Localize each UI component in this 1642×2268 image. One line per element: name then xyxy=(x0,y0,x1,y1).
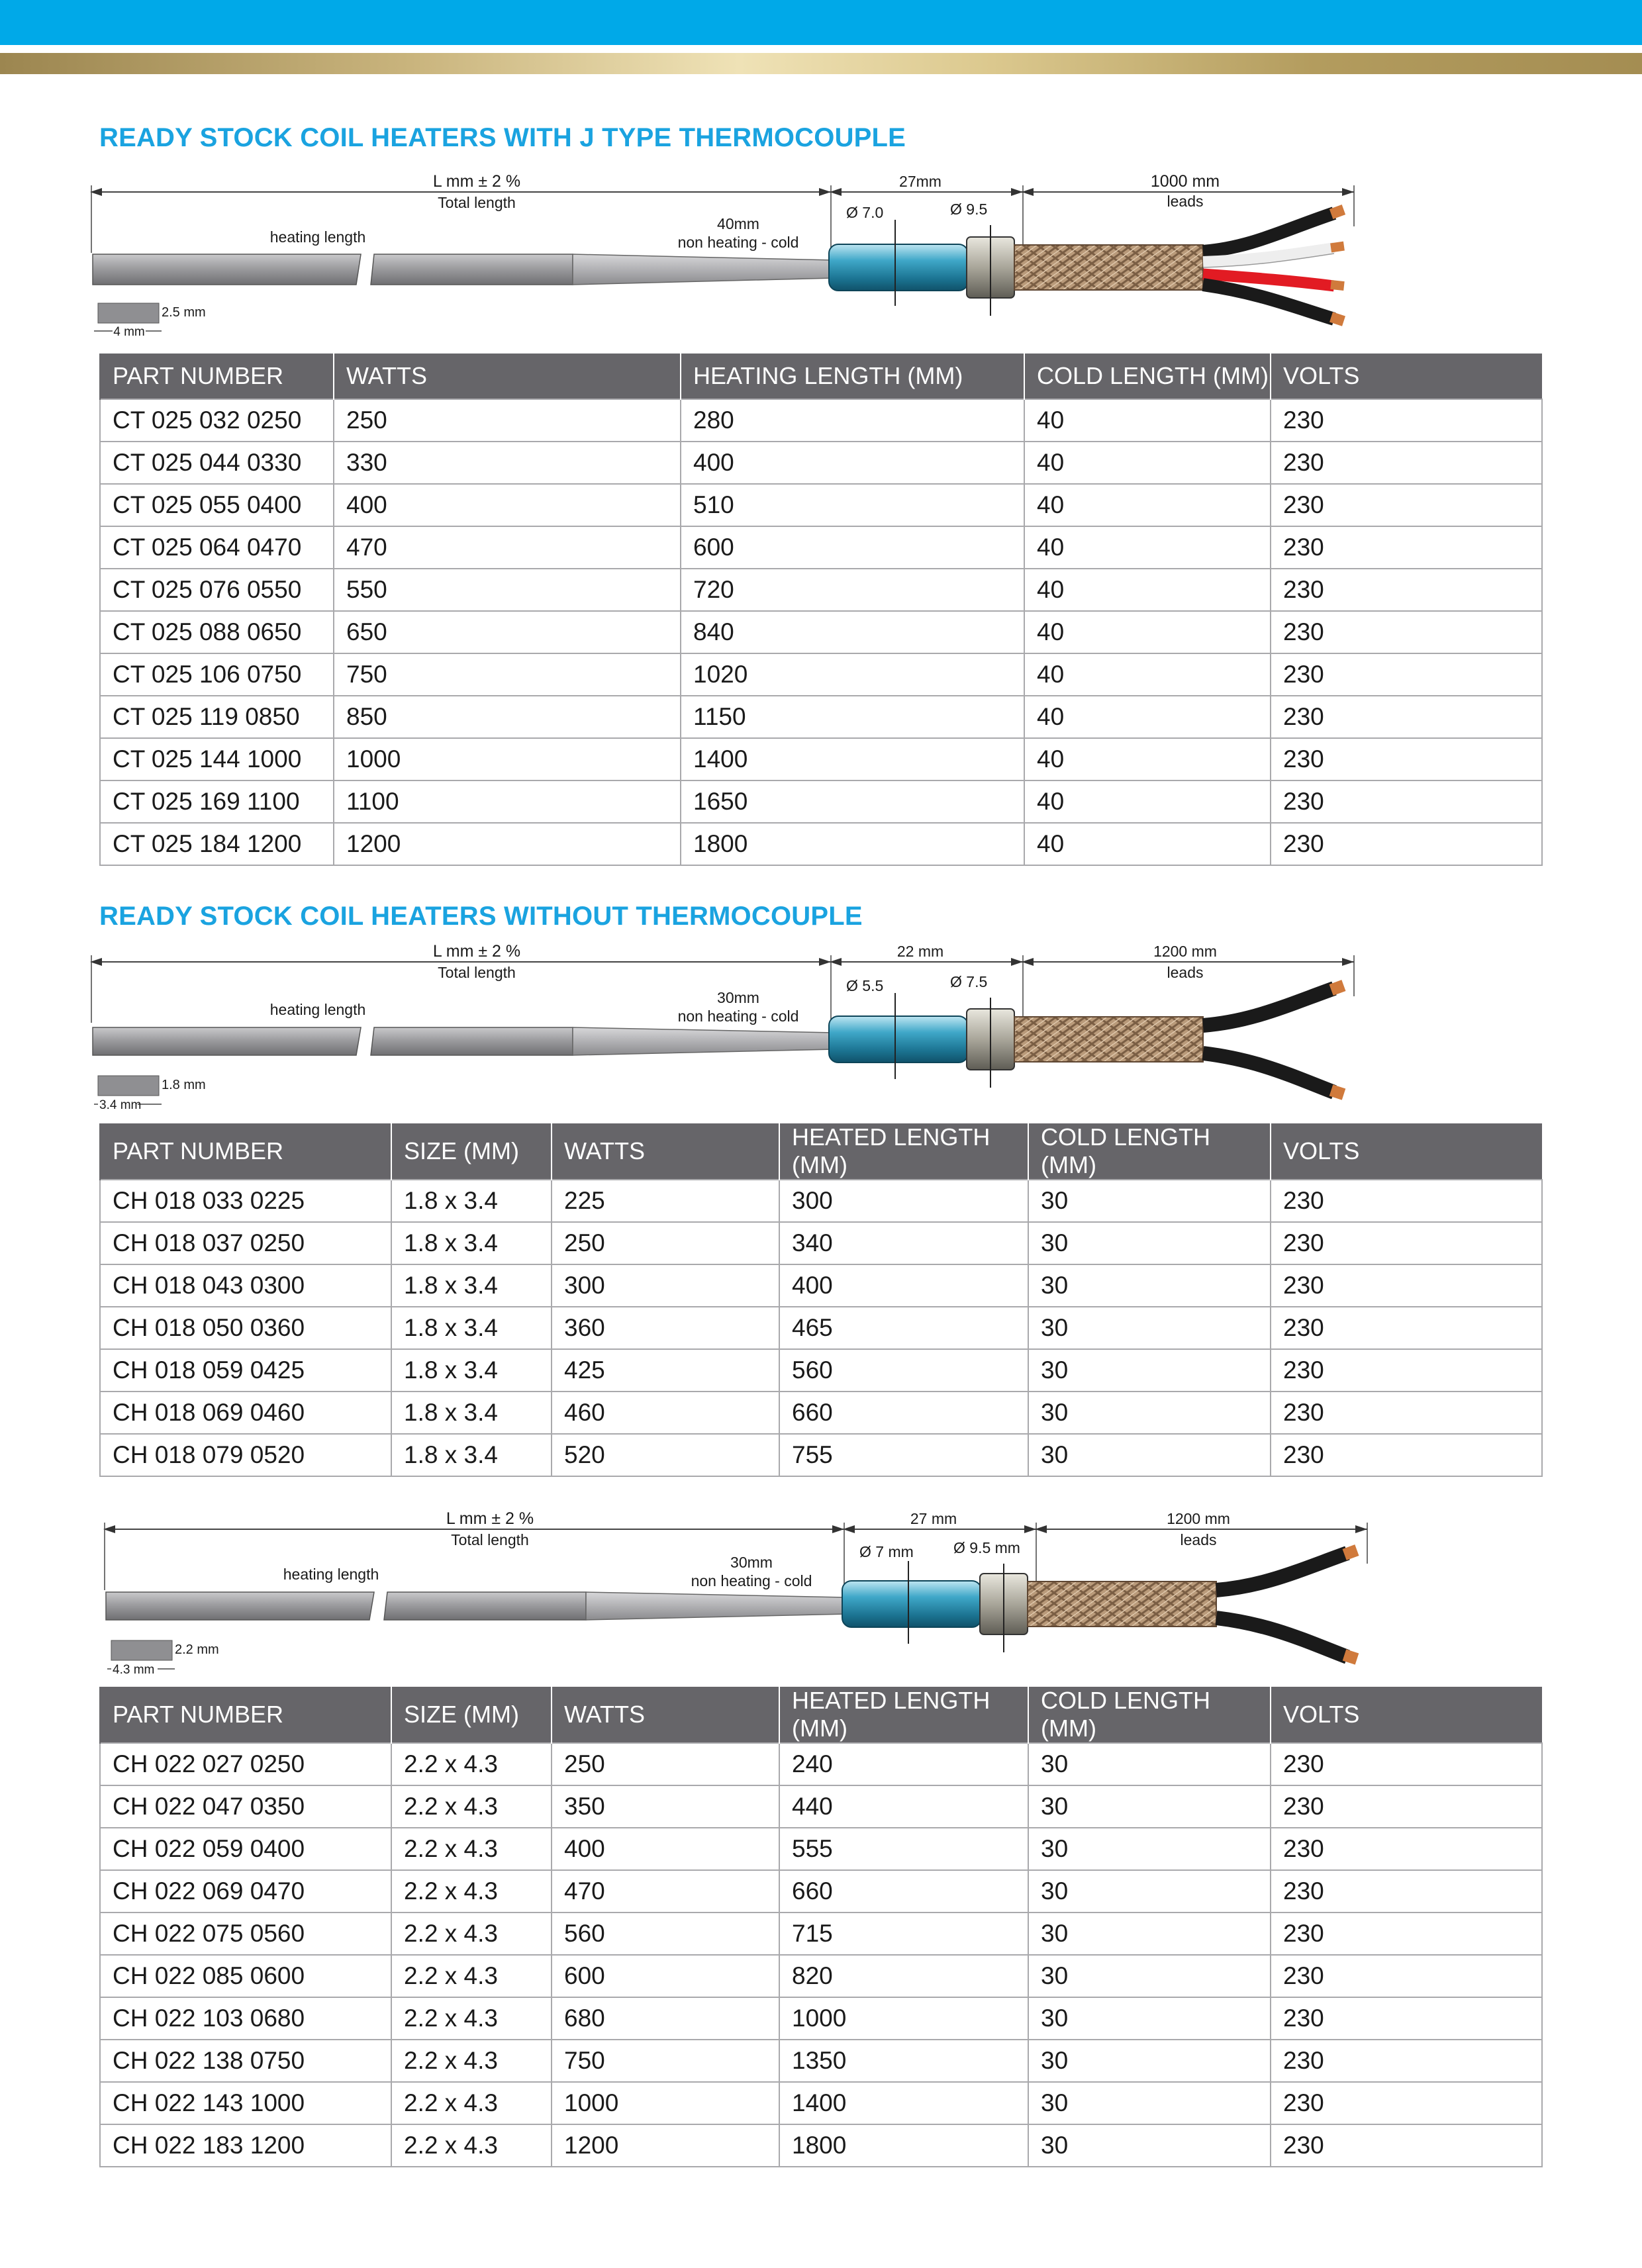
table-cell: 2.2 x 4.3 xyxy=(391,1785,552,1828)
table-cell: 1200 xyxy=(552,2124,779,2167)
table-cell: CH 018 069 0460 xyxy=(100,1392,391,1434)
table-cell: 300 xyxy=(779,1180,1028,1222)
table-1-header xyxy=(100,354,1542,399)
table-cell: 230 xyxy=(1271,1955,1542,1997)
col-volts: VOLTS xyxy=(1271,1687,1542,1743)
col-volts: VOLTS xyxy=(1271,354,1542,399)
table-cell: 230 xyxy=(1271,1870,1542,1913)
gold-accent-bar xyxy=(0,53,1642,74)
table-row xyxy=(100,1828,1542,1870)
table-cell: 30 xyxy=(1028,1434,1271,1476)
heating-length-label: heating length xyxy=(269,1001,366,1018)
col-heated-length: HEATED LENGTH (MM) xyxy=(779,1687,1028,1743)
table-cell: CH 018 079 0520 xyxy=(100,1434,391,1476)
table-row xyxy=(100,2124,1542,2167)
table-cell: 340 xyxy=(779,1222,1028,1264)
leads-length: 1200 mm xyxy=(1167,1510,1230,1527)
table-cell: 30 xyxy=(1028,1349,1271,1392)
table-cell: CH 022 069 0470 xyxy=(100,1870,391,1913)
table-cell: 230 xyxy=(1271,1180,1542,1222)
table-cell: 2.2 x 4.3 xyxy=(391,2082,552,2124)
heating-length-label: heating length xyxy=(269,228,366,246)
section-height: 1.8 mm xyxy=(162,1078,206,1092)
table-cell: 1.8 x 3.4 xyxy=(391,1222,552,1264)
length-label: L mm ± 2 % xyxy=(432,943,521,961)
cold-length-value: 40mm xyxy=(717,215,759,232)
large-diameter: Ø 9.5 mm xyxy=(953,1539,1020,1556)
table-cell: CT 025 044 0330 xyxy=(100,442,334,484)
table-2-header xyxy=(100,1123,1542,1180)
table-cell: 660 xyxy=(779,1870,1028,1913)
section1-title: READY STOCK COIL HEATERS WITH J TYPE THERMOCOUPLE xyxy=(99,123,906,152)
table-cell: 230 xyxy=(1271,399,1542,442)
table-cell: CT 025 064 0470 xyxy=(100,526,334,569)
table-cell: 1000 xyxy=(334,738,681,780)
table-cell: 230 xyxy=(1271,1222,1542,1264)
total-length-label: Total length xyxy=(438,964,516,981)
table-cell: 440 xyxy=(779,1785,1028,1828)
table-cell: 40 xyxy=(1024,738,1271,780)
leads-label: leads xyxy=(1167,964,1204,981)
table-cell: 560 xyxy=(552,1913,779,1955)
table-cell: 1150 xyxy=(681,696,1024,738)
table-cell: 230 xyxy=(1271,738,1542,780)
table-cell: 2.2 x 4.3 xyxy=(391,1743,552,1785)
table-cell: 470 xyxy=(334,526,681,569)
table-cell: 225 xyxy=(552,1180,779,1222)
small-diameter: Ø 7 mm xyxy=(859,1543,914,1560)
section-width: 4.3 mm xyxy=(113,1663,155,1677)
table-cell: 1100 xyxy=(334,780,681,823)
table-cell: 1.8 x 3.4 xyxy=(391,1392,552,1434)
table-cell: 40 xyxy=(1024,780,1271,823)
table-cell: CT 025 119 0850 xyxy=(100,696,334,738)
table-cell: 425 xyxy=(552,1349,779,1392)
col-cold-length: COLD LENGTH (MM) xyxy=(1024,354,1271,399)
table-cell: 30 xyxy=(1028,1870,1271,1913)
col-watts: WATTS xyxy=(552,1123,779,1180)
table-cell: 520 xyxy=(552,1434,779,1476)
table-3 xyxy=(99,1687,1543,2167)
table-cell: 230 xyxy=(1271,1307,1542,1349)
large-diameter: Ø 9.5 xyxy=(950,201,988,218)
col-watts: WATTS xyxy=(334,354,681,399)
table-cell: 240 xyxy=(779,1743,1028,1785)
table-cell: 360 xyxy=(552,1307,779,1349)
table-cell: 30 xyxy=(1028,1222,1271,1264)
table-cell: CT 025 076 0550 xyxy=(100,569,334,611)
table-cell: 1800 xyxy=(779,2124,1028,2167)
table-cell: 460 xyxy=(552,1392,779,1434)
table-cell: 600 xyxy=(681,526,1024,569)
table-row xyxy=(100,1307,1542,1349)
table-cell: CH 022 075 0560 xyxy=(100,1913,391,1955)
table-cell: CH 022 143 1000 xyxy=(100,2082,391,2124)
table-cell: 30 xyxy=(1028,1913,1271,1955)
table-cell: 720 xyxy=(681,569,1024,611)
table-cell: 30 xyxy=(1028,1785,1271,1828)
table-cell: 650 xyxy=(334,611,681,653)
table-cell: 230 xyxy=(1271,526,1542,569)
table-row xyxy=(100,1349,1542,1392)
table-cell: 400 xyxy=(552,1828,779,1870)
leads-label: leads xyxy=(1167,193,1204,210)
table-cell: 230 xyxy=(1271,2040,1542,2082)
table-cell: 40 xyxy=(1024,442,1271,484)
section-height: 2.5 mm xyxy=(162,305,206,320)
table-row xyxy=(100,2082,1542,2124)
table-row xyxy=(100,653,1542,696)
table-3-header xyxy=(100,1687,1542,1743)
table-cell: 1.8 x 3.4 xyxy=(391,1349,552,1392)
table-cell: 30 xyxy=(1028,1828,1271,1870)
table-cell: 1.8 x 3.4 xyxy=(391,1180,552,1222)
table-cell: 40 xyxy=(1024,399,1271,442)
table-row xyxy=(100,1264,1542,1307)
total-length-label: Total length xyxy=(438,194,516,211)
table-cell: 400 xyxy=(334,484,681,526)
heater-diagram-3 xyxy=(93,1508,1390,1680)
table-2 xyxy=(99,1123,1543,1477)
table-cell: CH 022 103 0680 xyxy=(100,1997,391,2040)
col-volts: VOLTS xyxy=(1271,1123,1542,1180)
table-cell: 230 xyxy=(1271,2082,1542,2124)
fitting-length: 27mm xyxy=(899,173,942,190)
col-cold-length: COLD LENGTH (MM) xyxy=(1028,1123,1271,1180)
table-cell: 30 xyxy=(1028,1997,1271,2040)
table-cell: 1000 xyxy=(552,2082,779,2124)
section2-title: READY STOCK COIL HEATERS WITHOUT THERMOCOUPLE xyxy=(99,902,863,931)
table-cell: CT 025 055 0400 xyxy=(100,484,334,526)
table-cell: 230 xyxy=(1271,696,1542,738)
heating-length-label: heating length xyxy=(283,1566,379,1583)
table-row xyxy=(100,2040,1542,2082)
table-cell: 840 xyxy=(681,611,1024,653)
table-row xyxy=(100,569,1542,611)
col-size: SIZE (MM) xyxy=(391,1687,552,1743)
fitting-length: 27 mm xyxy=(910,1510,957,1527)
total-length-label: Total length xyxy=(451,1531,529,1548)
table-cell: CH 022 138 0750 xyxy=(100,2040,391,2082)
table-row xyxy=(100,1785,1542,1828)
top-brand-bar xyxy=(0,0,1642,45)
table-cell: 1650 xyxy=(681,780,1024,823)
table-cell: 30 xyxy=(1028,1743,1271,1785)
table-cell: 470 xyxy=(552,1870,779,1913)
table-cell: 250 xyxy=(334,399,681,442)
table-cell: 280 xyxy=(681,399,1024,442)
table-cell: 230 xyxy=(1271,1743,1542,1785)
table-cell: 30 xyxy=(1028,2040,1271,2082)
table-cell: 2.2 x 4.3 xyxy=(391,2040,552,2082)
heater-diagram-1 xyxy=(79,173,1377,346)
table-row xyxy=(100,1955,1542,1997)
col-part-number: PART NUMBER xyxy=(100,354,334,399)
heater-diagram-2 xyxy=(79,943,1377,1115)
table-cell: CH 022 183 1200 xyxy=(100,2124,391,2167)
table-cell: 230 xyxy=(1271,1434,1542,1476)
table-cell: 1800 xyxy=(681,823,1024,865)
table-cell: CH 022 047 0350 xyxy=(100,1785,391,1828)
small-diameter: Ø 7.0 xyxy=(846,204,884,221)
table-cell: 230 xyxy=(1271,442,1542,484)
table-cell: 400 xyxy=(779,1264,1028,1307)
table-cell: CH 018 037 0250 xyxy=(100,1222,391,1264)
length-label: L mm ± 2 % xyxy=(446,1509,534,1528)
table-1 xyxy=(99,354,1543,866)
table-cell: 2.2 x 4.3 xyxy=(391,1870,552,1913)
table-cell: 1350 xyxy=(779,2040,1028,2082)
table-row xyxy=(100,1434,1542,1476)
table-cell: CH 022 059 0400 xyxy=(100,1828,391,1870)
col-part-number: PART NUMBER xyxy=(100,1687,391,1743)
table-cell: 600 xyxy=(552,1955,779,1997)
cold-length-label: non heating - cold xyxy=(691,1572,812,1589)
table-cell: 230 xyxy=(1271,780,1542,823)
table-cell: 230 xyxy=(1271,484,1542,526)
table-row xyxy=(100,1392,1542,1434)
table-cell: 510 xyxy=(681,484,1024,526)
table-cell: 30 xyxy=(1028,1307,1271,1349)
table-cell: CH 018 050 0360 xyxy=(100,1307,391,1349)
table-cell: 250 xyxy=(552,1743,779,1785)
section-width: 3.4 mm xyxy=(99,1098,142,1112)
cold-length-value: 30mm xyxy=(717,989,759,1006)
table-cell: 230 xyxy=(1271,1392,1542,1434)
small-diameter: Ø 5.5 xyxy=(846,977,884,994)
leads-length: 1000 mm xyxy=(1150,173,1220,191)
table-cell: 555 xyxy=(779,1828,1028,1870)
cold-length-value: 30mm xyxy=(730,1554,773,1571)
table-cell: 350 xyxy=(552,1785,779,1828)
table-cell: 40 xyxy=(1024,823,1271,865)
section-width: 4 mm xyxy=(113,325,145,339)
table-cell: CH 022 085 0600 xyxy=(100,1955,391,1997)
fitting-length: 22 mm xyxy=(896,943,944,960)
table-cell: 250 xyxy=(552,1222,779,1264)
table-row xyxy=(100,1870,1542,1913)
table-cell: 2.2 x 4.3 xyxy=(391,1913,552,1955)
table-row xyxy=(100,1743,1542,1785)
table-row xyxy=(100,442,1542,484)
table-cell: 230 xyxy=(1271,1913,1542,1955)
table-cell: 40 xyxy=(1024,611,1271,653)
table-cell: 30 xyxy=(1028,1955,1271,1997)
table-cell: 40 xyxy=(1024,569,1271,611)
table-cell: 30 xyxy=(1028,1264,1271,1307)
table-cell: 2.2 x 4.3 xyxy=(391,2124,552,2167)
table-cell: 465 xyxy=(779,1307,1028,1349)
table-cell: 1200 xyxy=(334,823,681,865)
table-cell: 400 xyxy=(681,442,1024,484)
table-row xyxy=(100,823,1542,865)
table-cell: CH 018 059 0425 xyxy=(100,1349,391,1392)
table-row xyxy=(100,399,1542,442)
table-cell: 330 xyxy=(334,442,681,484)
table-cell: 300 xyxy=(552,1264,779,1307)
table-cell: 820 xyxy=(779,1955,1028,1997)
table-cell: CT 025 144 1000 xyxy=(100,738,334,780)
table-cell: 230 xyxy=(1271,1785,1542,1828)
table-cell: 2.2 x 4.3 xyxy=(391,1955,552,1997)
table-cell: 40 xyxy=(1024,484,1271,526)
leads-length: 1200 mm xyxy=(1153,943,1217,960)
table-cell: 550 xyxy=(334,569,681,611)
table-cell: 1.8 x 3.4 xyxy=(391,1434,552,1476)
table-cell: CH 018 033 0225 xyxy=(100,1180,391,1222)
table-row xyxy=(100,1222,1542,1264)
leads-label: leads xyxy=(1180,1531,1217,1548)
table-cell: 560 xyxy=(779,1349,1028,1392)
table-cell: 40 xyxy=(1024,653,1271,696)
section-height: 2.2 mm xyxy=(175,1642,219,1657)
table-cell: 30 xyxy=(1028,2124,1271,2167)
table-cell: CH 018 043 0300 xyxy=(100,1264,391,1307)
table-cell: 715 xyxy=(779,1913,1028,1955)
table-row xyxy=(100,611,1542,653)
table-cell: 1400 xyxy=(681,738,1024,780)
table-cell: 230 xyxy=(1271,2124,1542,2167)
table-cell: 40 xyxy=(1024,526,1271,569)
table-cell: CT 025 169 1100 xyxy=(100,780,334,823)
table-cell: 230 xyxy=(1271,1997,1542,2040)
table-cell: 1.8 x 3.4 xyxy=(391,1264,552,1307)
table-row xyxy=(100,1913,1542,1955)
cold-length-label: non heating - cold xyxy=(677,234,799,251)
table-cell: CH 022 027 0250 xyxy=(100,1743,391,1785)
table-cell: 2.2 x 4.3 xyxy=(391,1828,552,1870)
col-heating-length: HEATING LENGTH (MM) xyxy=(681,354,1024,399)
table-row xyxy=(100,526,1542,569)
col-heated-length: HEATED LENGTH (MM) xyxy=(779,1123,1028,1180)
table-row xyxy=(100,780,1542,823)
table-cell: 30 xyxy=(1028,1392,1271,1434)
table-row xyxy=(100,1180,1542,1222)
table-cell: 1.8 x 3.4 xyxy=(391,1307,552,1349)
table-cell: CT 025 106 0750 xyxy=(100,653,334,696)
table-row xyxy=(100,738,1542,780)
large-diameter: Ø 7.5 xyxy=(950,973,988,990)
table-cell: 230 xyxy=(1271,823,1542,865)
table-cell: 660 xyxy=(779,1392,1028,1434)
table-cell: 750 xyxy=(334,653,681,696)
table-cell: 2.2 x 4.3 xyxy=(391,1997,552,2040)
table-cell: 230 xyxy=(1271,1264,1542,1307)
col-size: SIZE (MM) xyxy=(391,1123,552,1180)
table-row xyxy=(100,696,1542,738)
table-cell: 755 xyxy=(779,1434,1028,1476)
table-cell: 230 xyxy=(1271,653,1542,696)
col-watts: WATTS xyxy=(552,1687,779,1743)
table-cell: CT 025 032 0250 xyxy=(100,399,334,442)
table-cell: 230 xyxy=(1271,569,1542,611)
cold-length-label: non heating - cold xyxy=(677,1008,799,1025)
table-cell: 40 xyxy=(1024,696,1271,738)
table-cell: 1000 xyxy=(779,1997,1028,2040)
table-cell: 230 xyxy=(1271,611,1542,653)
table-cell: 1400 xyxy=(779,2082,1028,2124)
table-cell: 750 xyxy=(552,2040,779,2082)
table-cell: 230 xyxy=(1271,1828,1542,1870)
table-cell: 30 xyxy=(1028,2082,1271,2124)
table-cell: 1020 xyxy=(681,653,1024,696)
length-label: L mm ± 2 % xyxy=(432,173,521,191)
table-row xyxy=(100,1997,1542,2040)
table-row xyxy=(100,484,1542,526)
col-part-number: PART NUMBER xyxy=(100,1123,391,1180)
table-cell: CT 025 088 0650 xyxy=(100,611,334,653)
table-cell: CT 025 184 1200 xyxy=(100,823,334,865)
table-cell: 230 xyxy=(1271,1349,1542,1392)
table-cell: 30 xyxy=(1028,1180,1271,1222)
col-cold-length: COLD LENGTH (MM) xyxy=(1028,1687,1271,1743)
table-cell: 680 xyxy=(552,1997,779,2040)
table-cell: 850 xyxy=(334,696,681,738)
